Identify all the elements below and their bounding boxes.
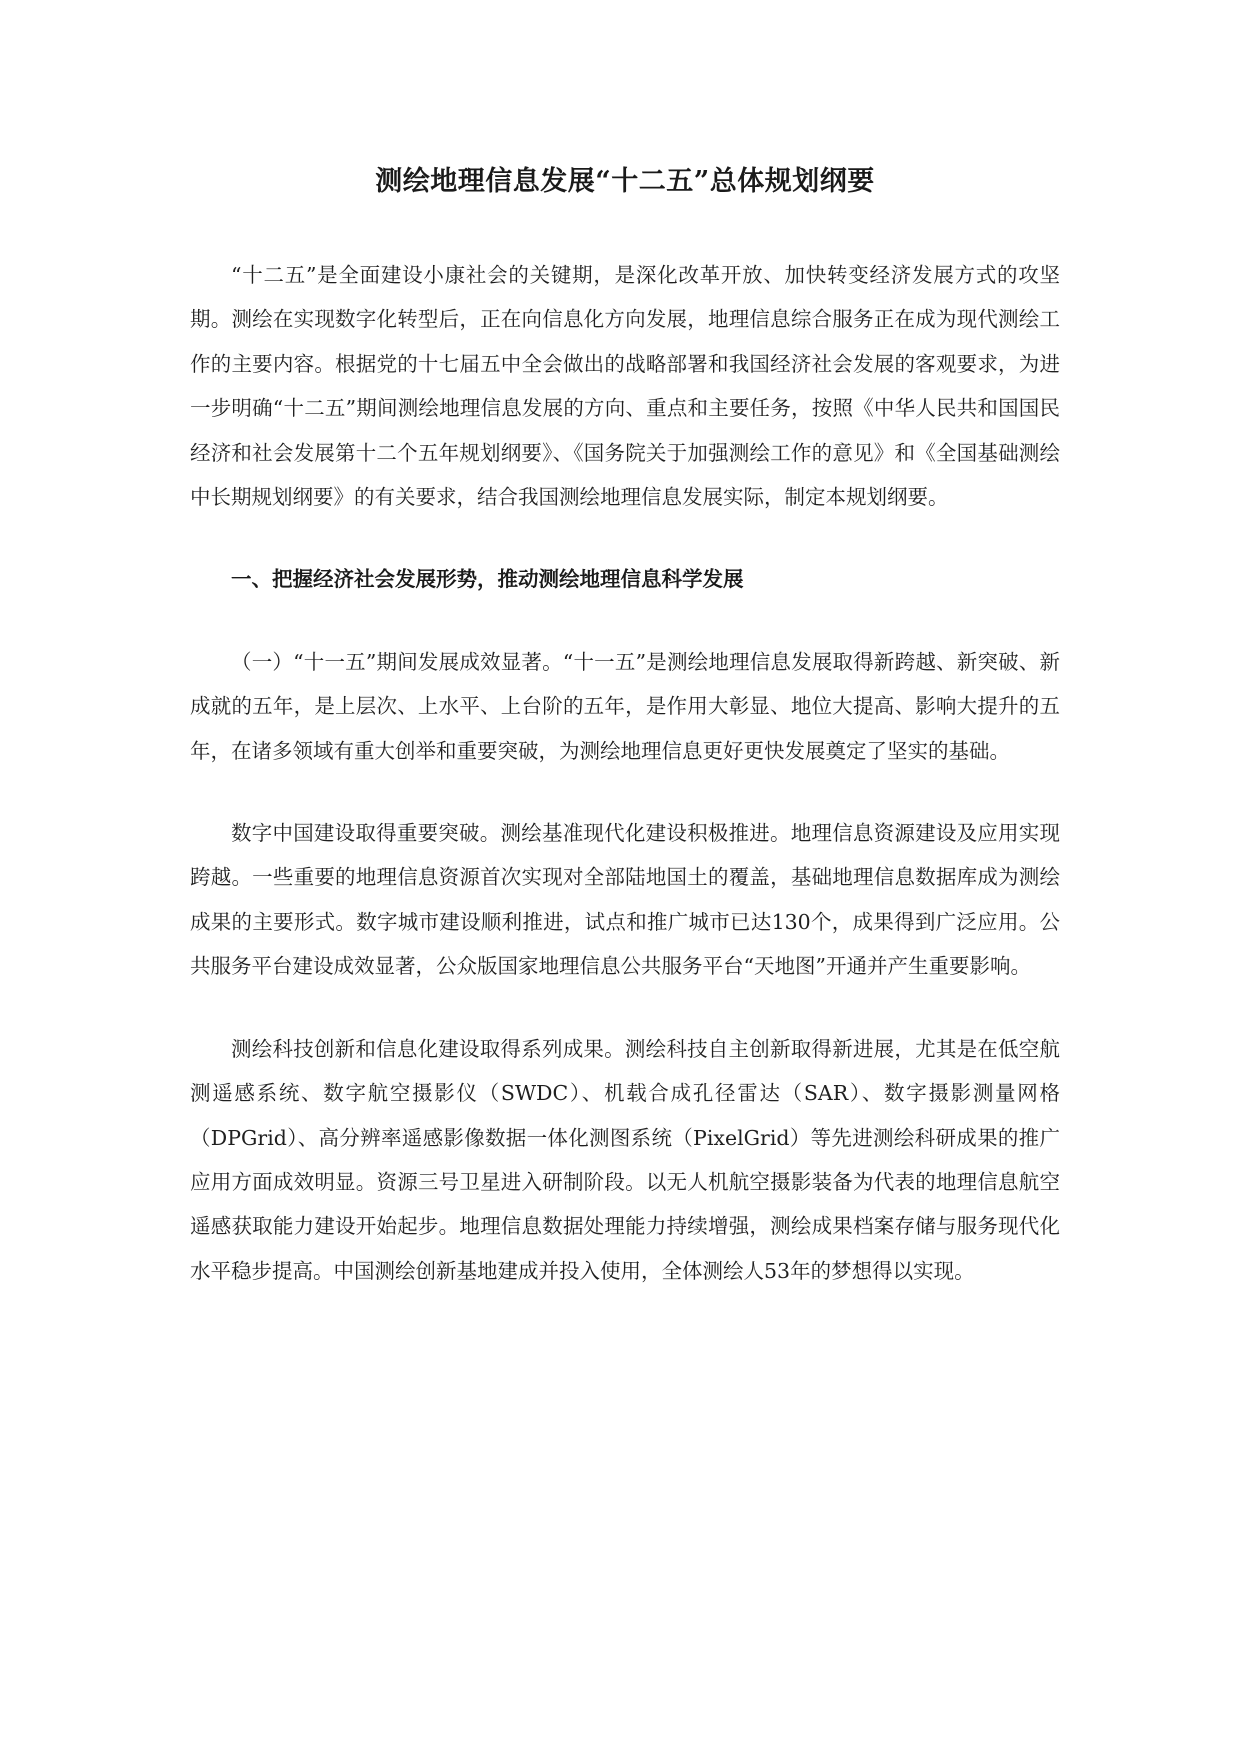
section-heading: 一、把握经济社会发展形势，推动测绘地理信息科学发展 (231, 567, 744, 592)
paragraph-digital-china: 数字中国建设取得重要突破。测绘基准现代化建设积极推进。地理信息资源建设及应用实现跨越。一些重要的地理信息资源首次实现对全部陆地国土的覆盖，基础地理信息数据库成为测绘成果的主要形式。数字城市建设顺利推进，试点和推广城市已达130个，成果得到广泛应用。公共服务平台建设成效显著，公众版国家地理信息公共服务平台“天地图”开通并产生重要影响。 (190, 821, 1060, 979)
document-body (190, 160, 1060, 1293)
intro-paragraph: “十二五”是全面建设小康社会的关键期，是深化改革开放、加快转变经济发展方式的攻坚期。测绘在实现数字化转型后，正在向信息化方向发展，地理信息综合服务正在成为现代测绘工作的主要内容。根据党的十七届五中全会做出的战略部署和我国经济社会发展的客观要求，为进一步明确“十二五”期间测绘地理信息发展的方向、重点和主要任务，按照《中华人民共和国国民经济和社会发展第十二个五年规划纲要》、《国务院关于加强测绘工作的意见》和《全国基础测绘中长期规划纲要》的有关要求，结合我国测绘地理信息发展实际，制定本规划纲要。 (190, 263, 1060, 510)
document-title: 测绘地理信息发展“十二五”总体规划纲要 (375, 166, 875, 197)
paragraph-technology-innovation: 测绘科技创新和信息化建设取得系列成果。测绘科技自主创新取得新进展，尤其是在低空航测遥感系统、数字航空摄影仪（SWDC）、机载合成孔径雷达（SAR）、数字摄影测量网格（DPGrid）、高分辨率遥感影像数据一体化测图系统（PixelGrid）等先进测绘科研成果的推广应用方面成效明显。资源三号卫星进入研制阶段。以无人机航空摄影装备为代表的地理信息航空遥感获取能力建设开始起步。地理信息数据处理能力持续增强，测绘成果档案存储与服务现代化水平稳步提高。中国测绘创新基地建成并投入使用，全体测绘人53年的梦想得以实现。 (190, 1036, 1060, 1283)
paragraph-achievements-overview: （一）“十一五”期间发展成效显著。“十一五”是测绘地理信息发展取得新跨越、新突破、新成就的五年，是上层次、上水平、上台阶的五年，是作用大彰显、地位大提高、影响大提升的五年，在诸多领域有重大创举和重要突破，为测绘地理信息更好更快发展奠定了坚实的基础。 (190, 649, 1060, 763)
